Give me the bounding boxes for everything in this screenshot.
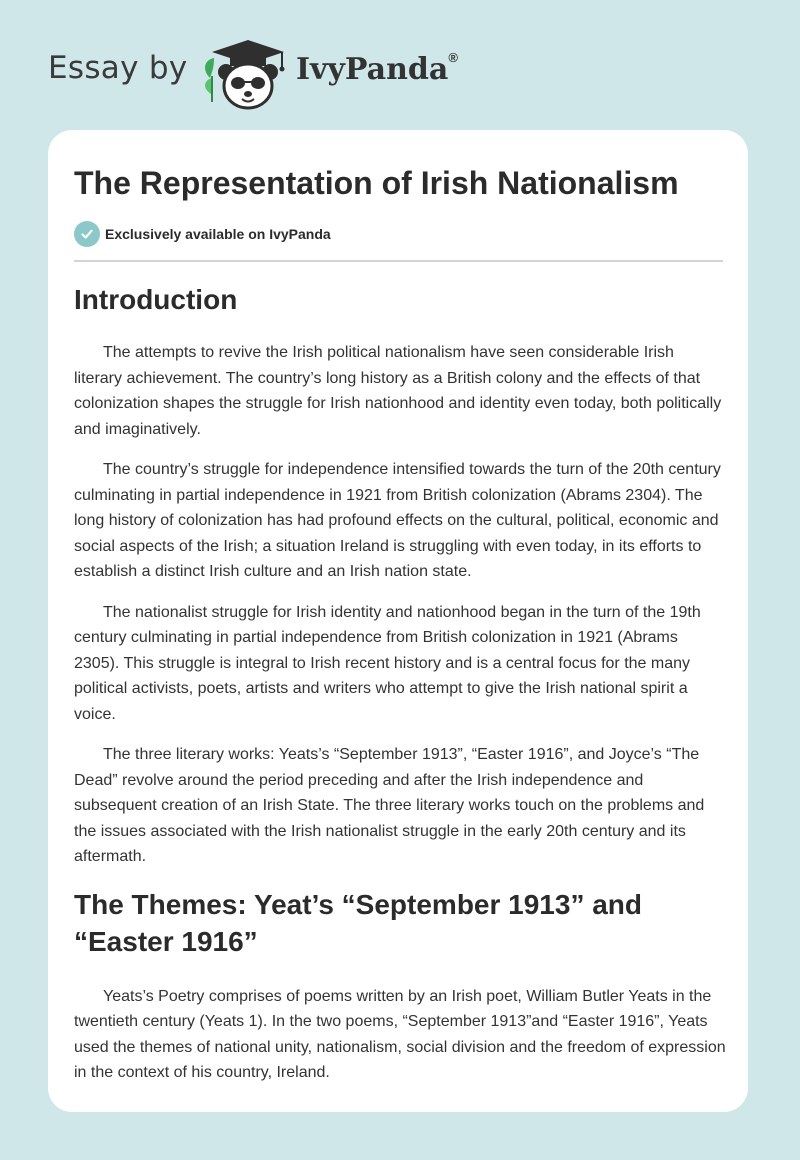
article-body	[74, 282, 726, 1101]
page-title: The Representation of Irish Nationalism	[74, 165, 679, 201]
essay-by-label: Essay by	[48, 50, 188, 86]
paragraph: The nationalist struggle for Irish identity and nationhood began in the turn of the 19th century culminating in partial independence from British colonization in 1921 (Abrams 2305). This struggle is integral to Irish recent history and is a central focus for the many political activists, poets, artists and writers who attempt to give the Irish national spirit a voice.	[74, 603, 701, 723]
paragraph: The attempts to revive the Irish political nationalism have seen considerable Irish literary achievement. The country’s long history as a British colony and the effects of that colonization shapes the struggle for Irish nationhood and identity even today, both politically and imaginatively.	[74, 344, 722, 438]
check-icon	[74, 221, 100, 247]
paragraph: The country’s struggle for independence intensified towards the turn of the 20th century culminating in partial independence in 1921 from British colonization (Abrams 2304). The long history of colonization has had profound effects on the cultural, political, economic and social aspects of the Irish; a situation Ireland is struggling with even today, in its efforts to establish a distinct Irish culture and an Irish nation state.	[74, 461, 721, 580]
site-header	[0, 0, 800, 120]
section-heading-themes: The Themes: Yeat’s “September 1913” and “Easter 1916”	[74, 888, 643, 957]
exclusive-badge	[74, 221, 331, 247]
section-heading-introduction: Introduction	[74, 284, 238, 315]
panda-logo-icon[interactable]	[200, 36, 292, 112]
divider	[74, 260, 723, 262]
registered-mark: ®	[448, 50, 458, 65]
brand-name[interactable]: IvyPanda®	[296, 50, 458, 87]
exclusive-badge-label: Exclusively available on IvyPanda	[105, 226, 331, 242]
paragraph: Yeats’s Poetry comprises of poems written by an Irish poet, William Butler Yeats in the twentieth century (Yeats 1). In the two poems, “September 1913”and “Easter 1916”, Yeats used the themes of national unity, nationalism, social division and the freedom of expression in the context of his country, Ireland.	[74, 987, 726, 1081]
essay-card	[48, 130, 748, 1112]
paragraph: The three literary works: Yeats’s “September 1913”, “Easter 1916”, and Joyce’s “The Dead” revolve around the period preceding and after the Irish independence and subsequent creation of an Irish State. The three literary works touch on the problems and the issues associated with the Irish nationalist struggle in the early 20th century and its aftermath.	[74, 746, 705, 865]
